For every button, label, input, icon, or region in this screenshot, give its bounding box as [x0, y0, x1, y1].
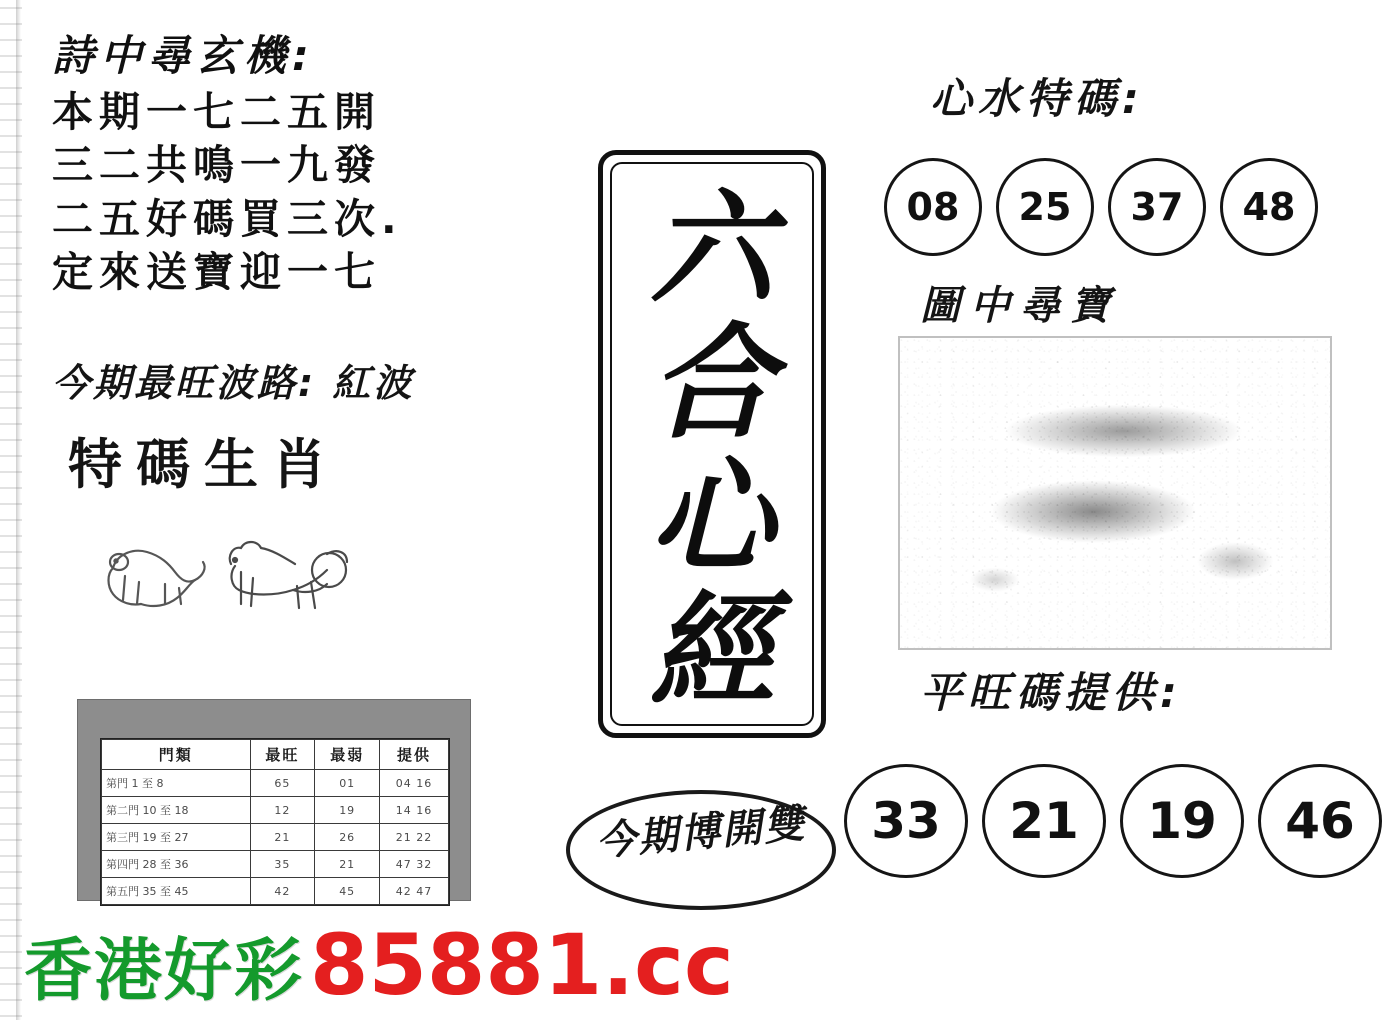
stamp-badge [566, 790, 836, 910]
hot-wave-line: 今期最旺波路: 紅波 [52, 361, 415, 405]
table-cell-label: 第門 1 至 8 [102, 770, 251, 797]
table-cell-hot: 12 [250, 797, 315, 824]
masthead-char-1: 六 [649, 177, 774, 322]
number-ball: 33 [844, 764, 968, 878]
table-cell-label: 第二門 10 至 18 [102, 797, 251, 824]
monkey-sketch-icon [95, 528, 215, 622]
table-row [102, 770, 449, 797]
zodiac-section-title: 特碼生肖 [68, 433, 340, 496]
table-header-cell-0: 門類 [102, 740, 251, 770]
table-cell-hot: 65 [250, 770, 315, 797]
scanned-photo-image [898, 336, 1332, 650]
table-cell-offer: 21 22 [380, 824, 449, 851]
footer-banner [0, 916, 1388, 1014]
statistics-table-panel [78, 700, 470, 900]
table-row [102, 851, 449, 878]
poem-line-1: 本期一七二五開 [52, 88, 381, 137]
poem-block [52, 31, 572, 299]
table-cell-offer: 14 16 [380, 797, 449, 824]
table-cell-label: 第四門 28 至 36 [102, 851, 251, 878]
number-ball: 48 [1220, 158, 1318, 256]
footer-url: 85881.cc [310, 916, 734, 1014]
table-cell-offer: 04 16 [380, 770, 449, 797]
poem-heading: 詩中尋玄機: [52, 31, 315, 80]
scan-edge-shadow [16, 0, 21, 1020]
table-cell-cold: 19 [315, 797, 380, 824]
table-cell-label: 第三門 19 至 27 [102, 824, 251, 851]
statistics-table [101, 739, 449, 905]
table-cell-hot: 21 [250, 824, 315, 851]
masthead-char-4: 經 [649, 578, 774, 724]
table-cell-offer: 42 47 [380, 878, 449, 905]
number-ball: 25 [996, 158, 1094, 256]
number-ball: 19 [1120, 764, 1244, 878]
bonus-numbers-heading: 平旺碼提供: [920, 668, 1183, 717]
number-ball: 46 [1258, 764, 1382, 878]
table-header-cell-1: 最旺 [250, 740, 315, 770]
table-cell-hot: 42 [250, 878, 315, 905]
table-cell-cold: 45 [315, 878, 380, 905]
poem-line-4: 定來送寶迎一七 [52, 247, 381, 296]
statistics-table-inner [100, 738, 450, 906]
poem-line-2: 三二共鳴一九發 [52, 141, 381, 190]
table-cell-hot: 35 [250, 851, 315, 878]
table-header-cell-2: 最弱 [315, 740, 380, 770]
masthead-char-3: 心 [649, 444, 774, 590]
footer-brand: 香港好彩 [24, 931, 305, 1011]
picture-puzzle-heading: 圖中尋寶 [920, 283, 1120, 329]
table-header-cell-3: 提供 [380, 740, 449, 770]
table-cell-cold: 21 [315, 851, 380, 878]
number-ball: 21 [982, 764, 1106, 878]
masthead-char-2: 合 [649, 310, 774, 456]
number-ball: 08 [884, 158, 982, 256]
number-ball: 37 [1108, 158, 1206, 256]
dog-sketch-icon [215, 530, 365, 634]
table-row [102, 824, 449, 851]
masthead-title [603, 177, 821, 724]
bonus-numbers-row [844, 764, 1382, 878]
table-row [102, 797, 449, 824]
masthead-title-box [598, 150, 826, 738]
top-picks-heading: 心水特碼: [930, 74, 1145, 123]
table-header-row [102, 740, 449, 770]
table-cell-cold: 26 [315, 824, 380, 851]
table-row [102, 878, 449, 905]
table-cell-cold: 01 [315, 770, 380, 797]
stamp-text: 今期博開雙 [594, 800, 808, 866]
poem-line-3: 二五好碼買三次. [52, 194, 403, 243]
table-cell-label: 第五門 35 至 45 [102, 878, 251, 905]
table-cell-offer: 47 32 [380, 851, 449, 878]
top-picks-number-row [884, 158, 1318, 256]
